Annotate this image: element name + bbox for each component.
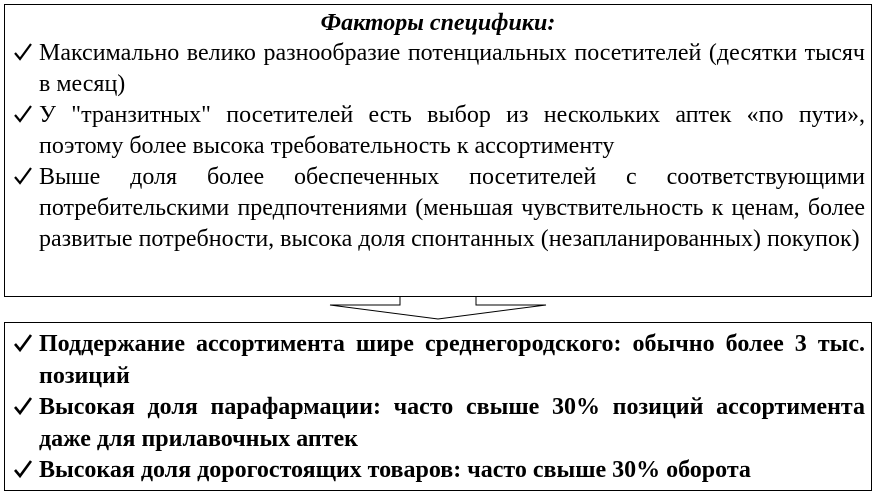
checkmark-icon [13,100,35,128]
factor-item-text: Выше доля более обеспеченных посетителей с соответствующими потребительскими предпочтениями (меньшая чувствительность к ценам, более развитые потребности, высока доля спонтанных (незапланированных) покупок) [39,164,865,252]
consequence-item [11,455,865,487]
factors-list [11,38,865,255]
factor-item [11,100,865,162]
checkmark-icon [13,455,35,483]
checkmark-icon [13,38,35,66]
factors-title: Факторы специфики: [320,10,556,36]
factor-item [11,38,865,100]
consequence-item-text: Высокая доля парафармации: часто свыше 30% позиций ассортимента даже для прилавочных аптек [39,394,865,452]
factor-item-text: У "транзитных" посетителей есть выбор из нескольких аптек «по пути», поэтому более высока требовательность к ассортименту [39,102,865,159]
checkmark-icon [13,329,35,357]
factor-item-text: Максимально велико разнообразие потенциальных посетителей (десятки тысяч в месяц) [39,40,865,97]
consequence-item [11,329,865,392]
checkmark-icon [13,392,35,420]
consequence-item-text: Высокая доля дорогостоящих товаров: часто свыше 30% оборота [39,457,751,483]
consequence-item-text: Поддержание ассортимента шире среднегородского: обычно более 3 тыс. позиций [39,331,865,389]
checkmark-icon [13,162,35,190]
consequences-list [11,329,865,487]
factor-item [11,162,865,255]
consequences-box [4,322,872,491]
factors-box [4,4,872,297]
consequence-item [11,392,865,455]
